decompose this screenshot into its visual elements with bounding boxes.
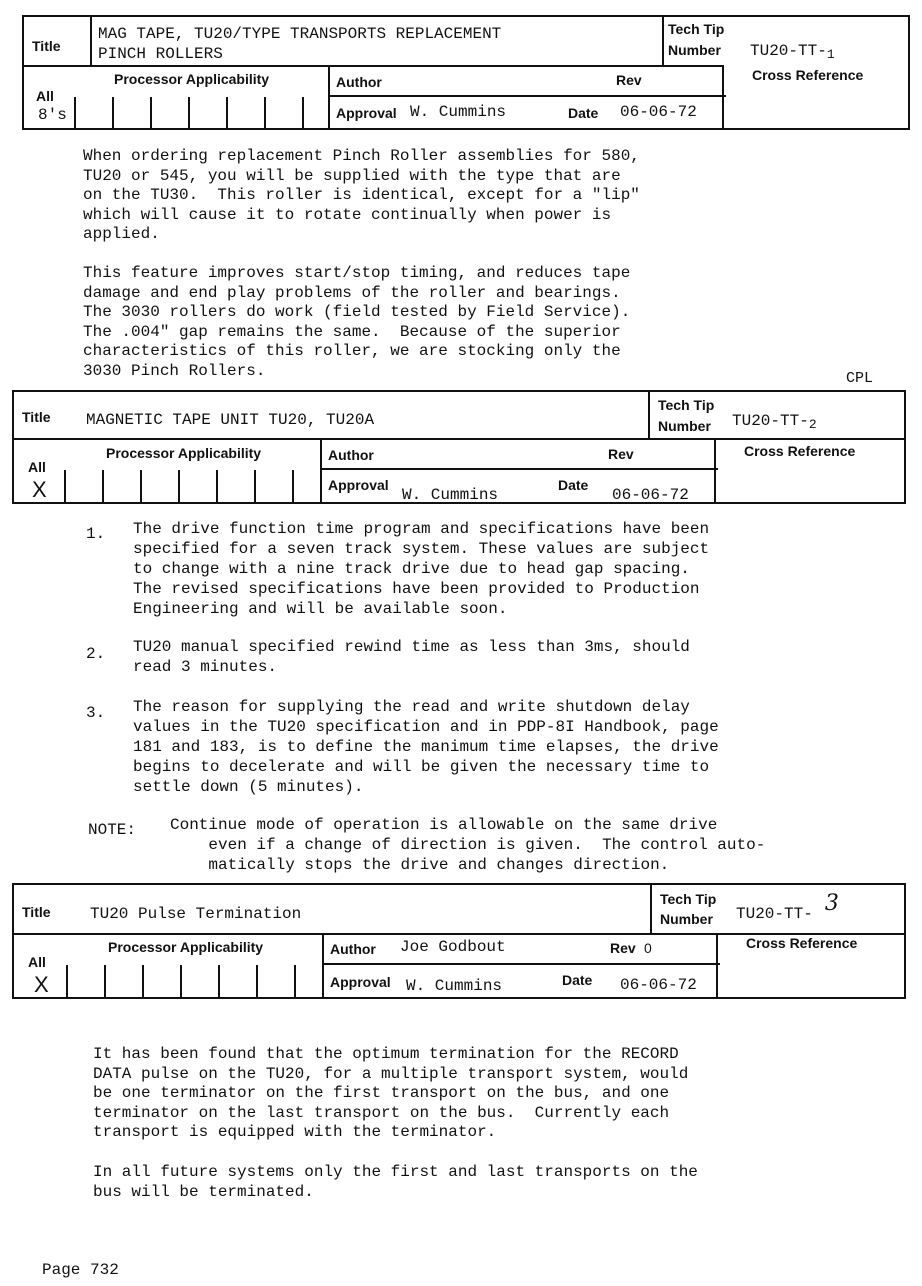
- processor-applicability-cell: [14, 935, 322, 997]
- title-label: Title: [22, 409, 51, 425]
- date-value: 06-06-72: [612, 486, 689, 504]
- title-label-cell: [14, 392, 74, 440]
- approval-value: W. Cummins: [410, 103, 507, 121]
- tech-tip-number: TU20-TT-2: [732, 412, 817, 432]
- approval-divider: [324, 963, 720, 965]
- date-value: 06-06-72: [620, 103, 697, 121]
- title-value-line1: MAGNETIC TAPE UNIT TU20, TU20A: [86, 411, 375, 429]
- title-value-cell: [90, 17, 664, 67]
- tip-3-paragraph-2: In all future systems only the first and last transports on the bus will be terminated.: [93, 1163, 698, 1201]
- author-approval-cell: [328, 65, 724, 128]
- tip-1-paragraph-2: This feature improves start/stop timing, and reduces tape damage and end play problems of the roller and bearings. The 3030 rollers do work (field tested by Field Service). The .004" gap remains the same. Because of the superior characteristics of this roller, we are stocking only the 3030 Pinch Rollers.: [83, 264, 631, 380]
- applicability-value: 8's: [38, 106, 67, 124]
- processor-applicability-label: Processor Applicability: [114, 71, 270, 87]
- number-label: Number: [660, 911, 713, 927]
- tip-3-paragraph-1: It has been found that the optimum termination for the RECORD DATA pulse on the TU20, for a multiple transport system, would be one terminator on the first transport on the bus, and one terminator on the last transport on the bus. Currently each transport is equipped with the terminator.: [93, 1045, 689, 1141]
- title-value-line1: TU20 Pulse Termination: [90, 905, 302, 923]
- rev-label: Rev: [608, 446, 634, 462]
- list-item-1-number: 1.: [86, 525, 106, 543]
- title-value-cell: [74, 885, 648, 935]
- tech-tip-number: TU20-TT- 3: [736, 891, 839, 923]
- all-label: All: [36, 88, 54, 104]
- list-item-2-text: TU20 manual specified rewind time as less than 3ms, should read 3 minutes.: [133, 638, 690, 676]
- tech-tip-number-cell: [662, 17, 908, 67]
- title-value-cell: [74, 392, 648, 440]
- date-label: Date: [558, 477, 589, 493]
- approval-divider: [322, 468, 718, 470]
- tech-tip-2-header: [12, 390, 906, 504]
- cross-reference-label: Cross Reference: [744, 443, 856, 459]
- tech-tip-1-header: [22, 15, 910, 130]
- author-approval-cell: [322, 933, 718, 997]
- tech-tip-number-cell: [648, 392, 904, 440]
- author-approval-cell: [320, 438, 716, 502]
- author-value: Joe Godbout: [400, 938, 506, 956]
- applicability-value: X: [32, 477, 47, 502]
- date-value: 06-06-72: [620, 976, 697, 994]
- approval-divider: [330, 95, 726, 97]
- cross-reference-cell: [714, 438, 904, 502]
- title-value-line2: PINCH ROLLERS: [98, 45, 223, 63]
- note-label: NOTE:: [88, 821, 137, 839]
- title-value-line1: MAG TAPE, TU20/TYPE TRANSPORTS REPLACEMENT: [98, 25, 502, 43]
- approval-value: W. Cummins: [406, 977, 503, 995]
- note-text: Continue mode of operation is allowable on the same drive even if a change of direction is given. The control auto- matically stops the drive and changes direction.: [170, 816, 766, 874]
- processor-applicability-cell: [24, 67, 330, 128]
- rev-label: Rev: [616, 72, 642, 88]
- all-label: All: [28, 459, 46, 475]
- cross-reference-label: Cross Reference: [746, 935, 858, 951]
- date-label: Date: [562, 972, 593, 988]
- rev-value: 0: [644, 940, 652, 956]
- processor-applicability-label: Processor Applicability: [106, 445, 262, 461]
- approval-value: W. Cummins: [402, 486, 499, 504]
- date-label: Date: [568, 105, 599, 121]
- number-label: Number: [658, 418, 711, 434]
- tech-tip-label: Tech Tip: [668, 21, 725, 37]
- applicability-value: X: [34, 972, 49, 997]
- tip-1-paragraph-1: When ordering replacement Pinch Roller assemblies for 580, TU20 or 545, you will be supplied with the type that are on the TU30. This roller is identical, except for a "lip" which will cause it to rotate continually when power is applied.: [83, 147, 640, 243]
- author-label: Author: [336, 74, 382, 90]
- author-label: Author: [328, 447, 374, 463]
- list-item-1-text: The drive function time program and specifications have been specified for a seven track system. These values are subject to change with a nine track drive due to head gap spacing. The revised specifications have been provided to Production Engineering and will be available soon.: [133, 520, 710, 618]
- list-item-2-number: 2.: [86, 645, 106, 663]
- tech-tip-label: Tech Tip: [660, 891, 717, 907]
- applicability-columns: [66, 965, 332, 997]
- tech-tip-3-header: [12, 883, 906, 999]
- author-label: Author: [330, 941, 376, 957]
- rev-label: Rev: [610, 940, 636, 956]
- tech-tip-label: Tech Tip: [658, 397, 715, 413]
- title-label-cell: [24, 17, 92, 67]
- applicability-columns: [64, 470, 330, 502]
- page-number: Page 732: [42, 1261, 119, 1279]
- all-label: All: [28, 954, 46, 970]
- approval-label: Approval: [336, 105, 397, 121]
- title-label: Title: [22, 904, 51, 920]
- tech-tip-number-cell: [650, 885, 904, 935]
- title-label-cell: [14, 885, 74, 935]
- number-label: Number: [668, 42, 721, 58]
- title-label: Title: [32, 38, 61, 54]
- cross-reference-cell: [722, 65, 908, 128]
- cross-reference-cell: [716, 933, 904, 997]
- applicability-columns: [74, 97, 340, 129]
- approval-label: Approval: [330, 974, 391, 990]
- list-item-3-text: The reason for supplying the read and write shutdown delay values in the TU20 specification and in PDP-8I Handbook, page 181 and 183, is to define the manimum time elapses, the drive begins to decelerate and will be given the necessary time to settle down (5 minutes).: [133, 698, 719, 796]
- cross-reference-label: Cross Reference: [752, 67, 864, 83]
- tech-tip-number: TU20-TT-1: [750, 42, 835, 62]
- list-item-3-number: 3.: [86, 704, 106, 722]
- approval-label: Approval: [328, 477, 389, 493]
- processor-applicability-label: Processor Applicability: [108, 939, 264, 955]
- author-initials: CPL: [846, 370, 874, 387]
- processor-applicability-cell: [14, 440, 320, 502]
